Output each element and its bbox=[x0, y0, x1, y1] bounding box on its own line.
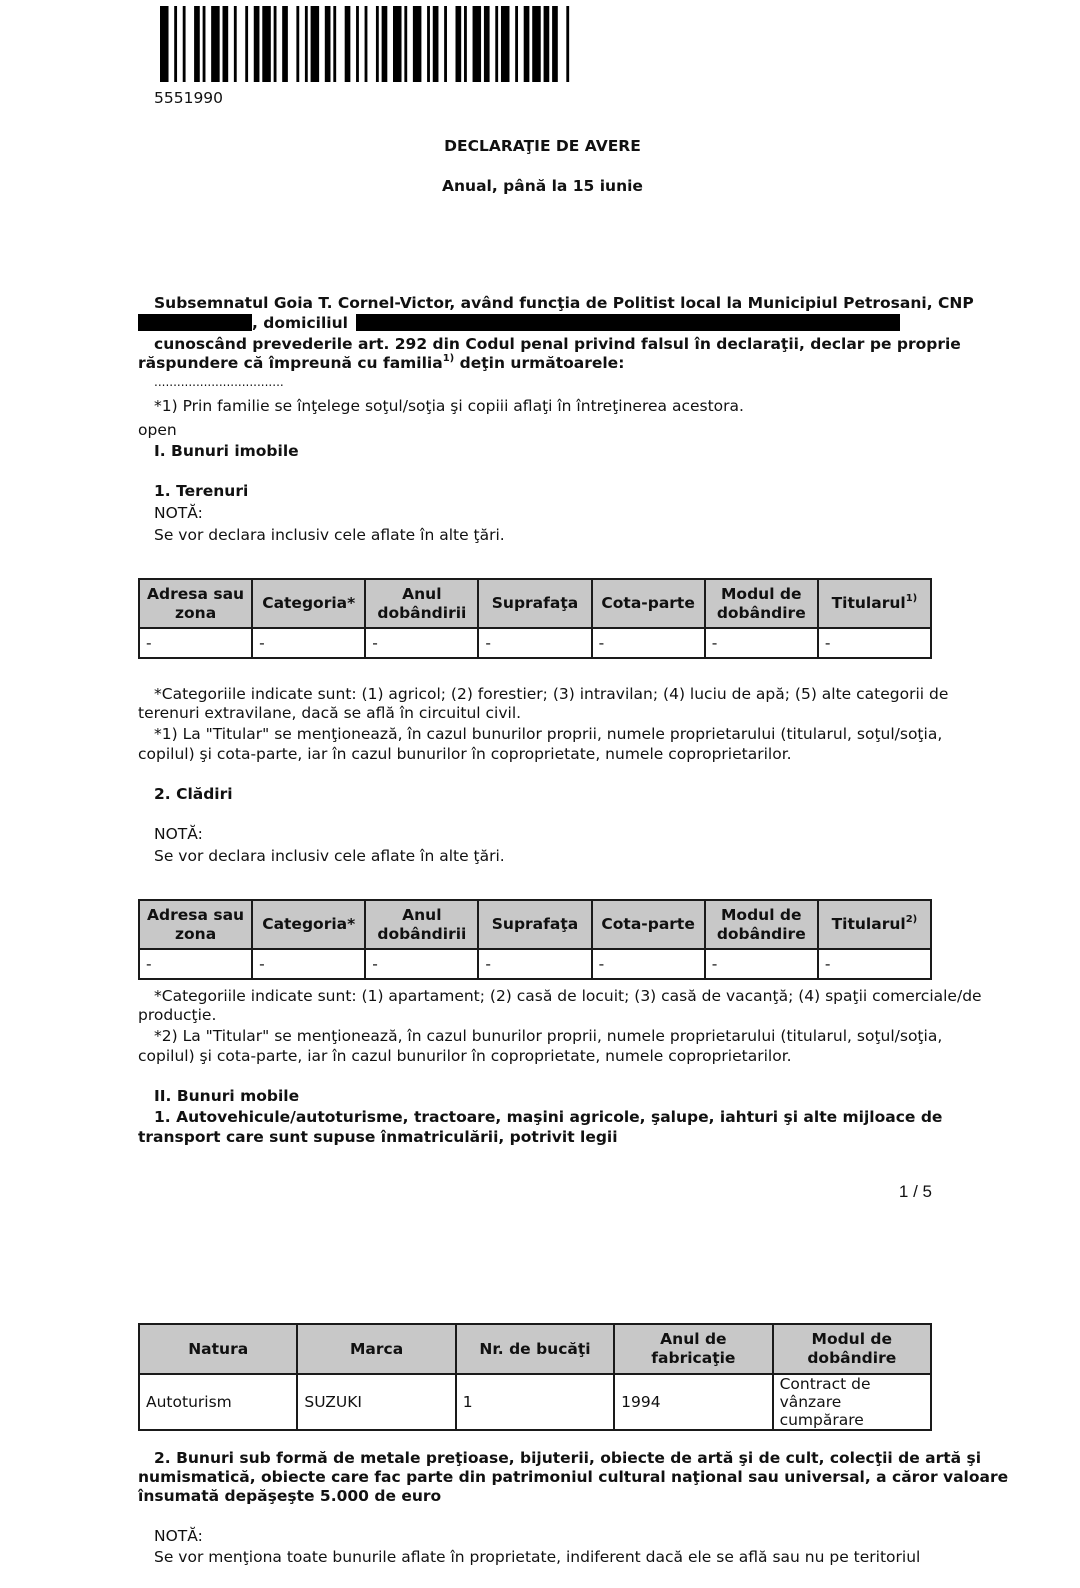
cladiri-nota: NOTĂ: bbox=[154, 825, 203, 843]
cladiri-titular-footnote-1: *2) La "Titular" se menţionează, în cazul bunurilor proprii, numele proprietarului (titularul, soţul/soţia, bbox=[154, 1027, 943, 1045]
header-anul: Anul dobândirii bbox=[365, 579, 478, 628]
header-suprafata: Suprafaţa bbox=[478, 900, 591, 949]
table-cell: Autoturism bbox=[139, 1374, 297, 1430]
terenuri-heading: 1. Terenuri bbox=[154, 482, 249, 500]
bunuri-heading-1: 2. Bunuri sub formă de metale preţioase, bijuterii, obiecte de artă şi de cult, colecţii de artă şi bbox=[154, 1449, 982, 1467]
header-anul-fabricatie: Anul de fabricaţie bbox=[614, 1324, 772, 1374]
table-cell: SUZUKI bbox=[297, 1374, 455, 1430]
intro-line-2 bbox=[138, 314, 900, 333]
bunuri-note-text: Se vor menţiona toate bunurile aflate în proprietate, indiferent dacă ele se află sau nu pe teritoriul bbox=[154, 1548, 921, 1566]
table-cell: - bbox=[252, 949, 365, 979]
page-number: 1 / 5 bbox=[898, 1182, 932, 1201]
header-categoria: Categoria* bbox=[252, 579, 365, 628]
redacted-address bbox=[356, 314, 900, 331]
bunuri-heading-2: numismatică, obiecte care fac parte din patrimoniul cultural naţional sau universal, a căror valoare bbox=[138, 1468, 1009, 1486]
header-adresa: Adresa sau zona bbox=[139, 900, 252, 949]
terenuri-category-footnote-1: *Categoriile indicate sunt: (1) agricol; (2) forestier; (3) intravilan; (4) luciu de apă; (5) alte categorii de bbox=[154, 685, 949, 703]
header-cota: Cota-parte bbox=[592, 579, 705, 628]
document-subtitle: Anual, până la 15 iunie bbox=[442, 177, 643, 195]
header-adresa: Adresa sau zona bbox=[139, 579, 252, 628]
table-cell: - bbox=[139, 949, 252, 979]
table-cell: - bbox=[478, 949, 591, 979]
auto-heading-1: 1. Autovehicule/autoturisme, tractoare, maşini agricole, şalupe, iahturi şi alte mijloace de bbox=[154, 1108, 943, 1126]
table-cell: - bbox=[592, 628, 705, 658]
cladiri-note-text: Se vor declara inclusiv cele aflate în alte ţări. bbox=[154, 847, 505, 865]
cladiri-heading: 2. Clădiri bbox=[154, 785, 233, 803]
terenuri-note-text: Se vor declara inclusiv cele aflate în alte ţări. bbox=[154, 526, 505, 544]
table-cell: - bbox=[365, 628, 478, 658]
terenuri-titular-footnote-1: *1) La "Titular" se menţionează, în cazul bunurilor proprii, numele proprietarului (titularul, soţul/soţia, bbox=[154, 725, 943, 743]
table-cell: - bbox=[818, 949, 931, 979]
auto-heading-2: transport care sunt supuse înmatriculării, potrivit legii bbox=[138, 1128, 618, 1146]
cladiri-category-footnote-1: *Categoriile indicate sunt: (1) apartament; (2) casă de locuit; (3) casă de vacanţă; (4) spaţii comerciale/de bbox=[154, 987, 982, 1005]
table-cell: 1 bbox=[456, 1374, 614, 1430]
autovehicule-table bbox=[138, 1323, 932, 1431]
family-footnote: *1) Prin familie se înţelege soţul/soţia şi copiii aflaţi în întreţinerea acestora. bbox=[154, 397, 744, 415]
header-natura: Natura bbox=[139, 1324, 297, 1374]
cladiri-category-footnote-2: producţie. bbox=[138, 1006, 217, 1024]
document-title: DECLARAŢIE DE AVERE bbox=[444, 137, 641, 155]
header-cota: Cota-parte bbox=[592, 900, 705, 949]
intro-dots: .................................. bbox=[154, 375, 284, 389]
section-2-heading: II. Bunuri mobile bbox=[154, 1087, 300, 1105]
table-cell: - bbox=[252, 628, 365, 658]
table-cell: Contract de vânzare cumpărare bbox=[773, 1374, 931, 1430]
header-categoria: Categoria* bbox=[252, 900, 365, 949]
table-cell: - bbox=[705, 628, 818, 658]
terenuri-category-footnote-2: terenuri extravilane, dacă se află în circuitul civil. bbox=[138, 704, 522, 722]
domicile-label: , domiciliul bbox=[252, 314, 348, 332]
header-titular: Titularul$^{2)}$ bbox=[818, 900, 931, 949]
table-cell: - bbox=[818, 628, 931, 658]
cladiri-table bbox=[138, 899, 932, 980]
header-modul-dobandire: Modul de dobândire bbox=[773, 1324, 931, 1374]
open-label: open bbox=[138, 421, 177, 439]
barcode-number: 5551990 bbox=[154, 89, 224, 107]
header-modul: Modul de dobândire bbox=[705, 900, 818, 949]
header-titular: Titularul$^{1)}$ bbox=[818, 579, 931, 628]
table-cell: - bbox=[478, 628, 591, 658]
intro-line-1: Subsemnatul Goia T. Cornel-Victor, având funcţia de Politist local la Municipiul Petrosani, CNP bbox=[154, 294, 974, 312]
table-cell: - bbox=[139, 628, 252, 658]
header-anul: Anul dobândirii bbox=[365, 900, 478, 949]
table-cell: 1994 bbox=[614, 1374, 772, 1430]
terenuri-table bbox=[138, 578, 932, 659]
bunuri-nota: NOTĂ: bbox=[154, 1527, 203, 1545]
cladiri-titular-footnote-2: copilul) şi cota-parte, iar în cazul bunurilor în coproprietate, numele coproprietarilor. bbox=[138, 1047, 792, 1065]
table-row bbox=[139, 1374, 931, 1430]
header-modul: Modul de dobândire bbox=[705, 579, 818, 628]
intro-line-4: răspundere că împreună cu familia$^{1)}$ deţin următoarele: bbox=[138, 352, 625, 372]
barcode bbox=[160, 6, 572, 82]
header-suprafata: Suprafaţa bbox=[478, 579, 591, 628]
terenuri-titular-footnote-2: copilul) şi cota-parte, iar în cazul bunurilor în coproprietate, numele coproprietarilor. bbox=[138, 745, 792, 763]
table-cell: - bbox=[365, 949, 478, 979]
table-cell: - bbox=[705, 949, 818, 979]
intro-line-3: cunoscând prevederile art. 292 din Codul penal privind falsul în declaraţii, declar pe proprie bbox=[154, 335, 961, 353]
bunuri-heading-3: însumată depăşeşte 5.000 de euro bbox=[138, 1487, 442, 1505]
header-marca: Marca bbox=[297, 1324, 455, 1374]
table-cell: - bbox=[592, 949, 705, 979]
terenuri-nota: NOTĂ: bbox=[154, 504, 203, 522]
section-1-heading: I. Bunuri imobile bbox=[154, 442, 299, 460]
header-nr-bucati: Nr. de bucăţi bbox=[456, 1324, 614, 1374]
redacted-cnp bbox=[138, 314, 252, 331]
